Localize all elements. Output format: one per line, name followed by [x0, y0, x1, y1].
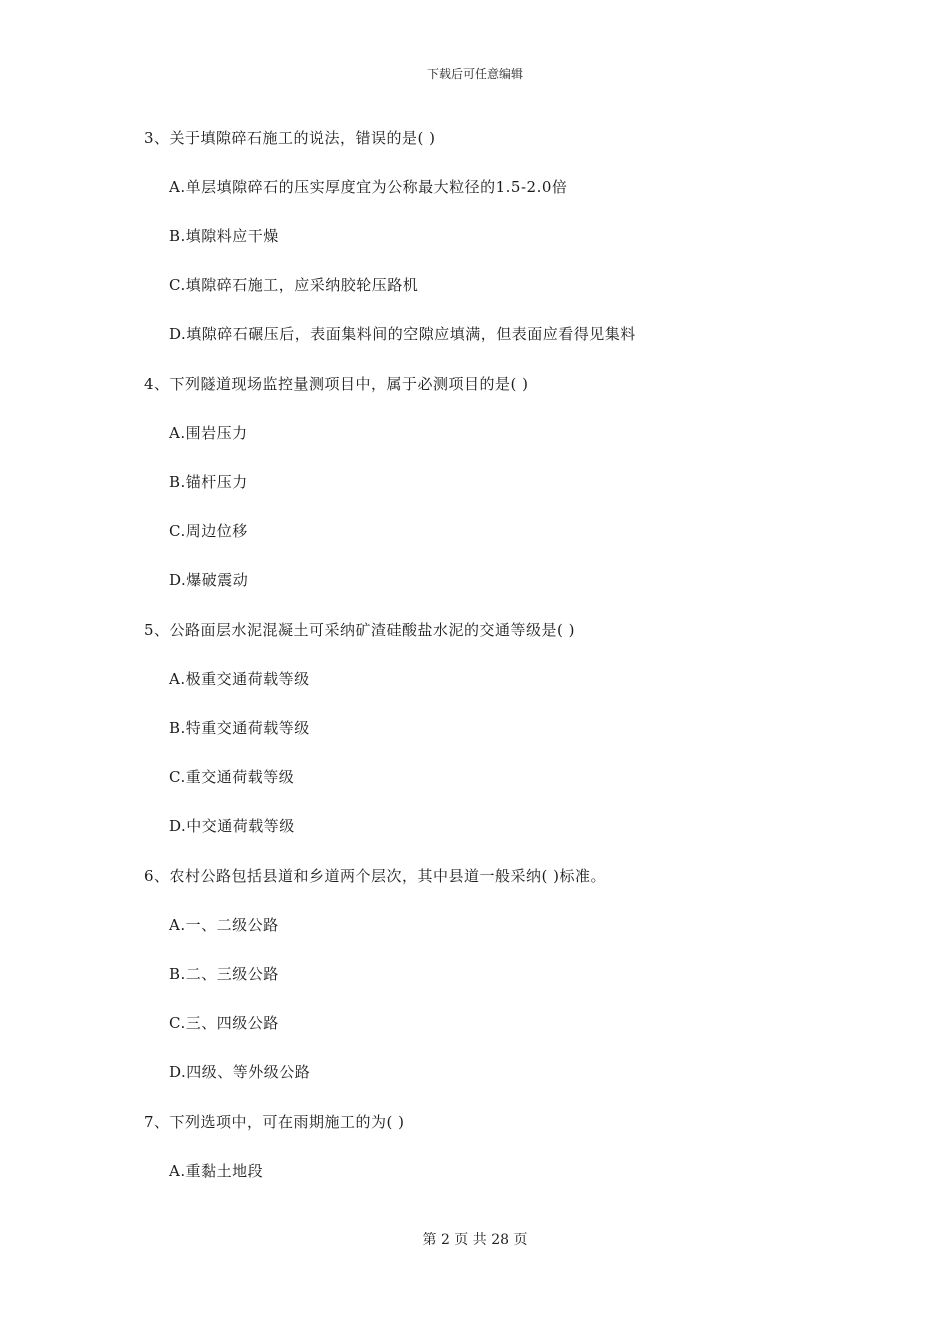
- question-4: 4、下列隧道现场监控量测项目中，属于必测项目的是( ): [144, 375, 529, 393]
- question-4-option-b: B.锚杆压力: [169, 473, 248, 491]
- question-7: 7、下列选项中，可在雨期施工的为( ): [144, 1113, 405, 1131]
- question-5-option-b: B.特重交通荷载等级: [169, 719, 310, 737]
- question-4-option-c: C.周边位移: [169, 522, 248, 540]
- question-3-option-a: A.单层填隙碎石的压实厚度宜为公称最大粒径的1.5-2.0倍: [169, 178, 568, 196]
- question-4-option-a: A.围岩压力: [169, 424, 248, 442]
- question-6-option-c: C.三、四级公路: [169, 1014, 279, 1032]
- question-5-option-d: D.中交通荷载等级: [169, 817, 295, 835]
- question-3-option-d: D.填隙碎石碾压后，表面集料间的空隙应填满，但表面应看得见集料: [169, 325, 636, 343]
- question-6-option-a: A.一、二级公路: [169, 916, 279, 934]
- question-5: 5、公路面层水泥混凝土可采纳矿渣硅酸盐水泥的交通等级是( ): [144, 621, 576, 639]
- question-3-option-c: C.填隙碎石施工，应采纳胶轮压路机: [169, 276, 419, 294]
- page-number: 第 2 页 共 28 页: [422, 1232, 528, 1248]
- question-6-option-b: B.二、三级公路: [169, 965, 279, 983]
- question-3: 3、关于填隙碎石施工的说法，错误的是( ): [144, 129, 436, 147]
- question-6-option-d: D.四级、等外级公路: [169, 1063, 311, 1081]
- question-5-option-c: C.重交通荷载等级: [169, 768, 295, 786]
- question-5-option-a: A.极重交通荷载等级: [169, 670, 310, 688]
- question-3-option-b: B.填隙料应干燥: [169, 227, 279, 245]
- question-6: 6、农村公路包括县道和乡道两个层次，其中县道一般采纳( )标准。: [144, 867, 607, 885]
- question-4-option-d: D.爆破震动: [169, 571, 249, 589]
- question-7-option-a: A.重黏土地段: [169, 1162, 264, 1180]
- page-header-note: 下载后可任意编辑: [426, 67, 523, 81]
